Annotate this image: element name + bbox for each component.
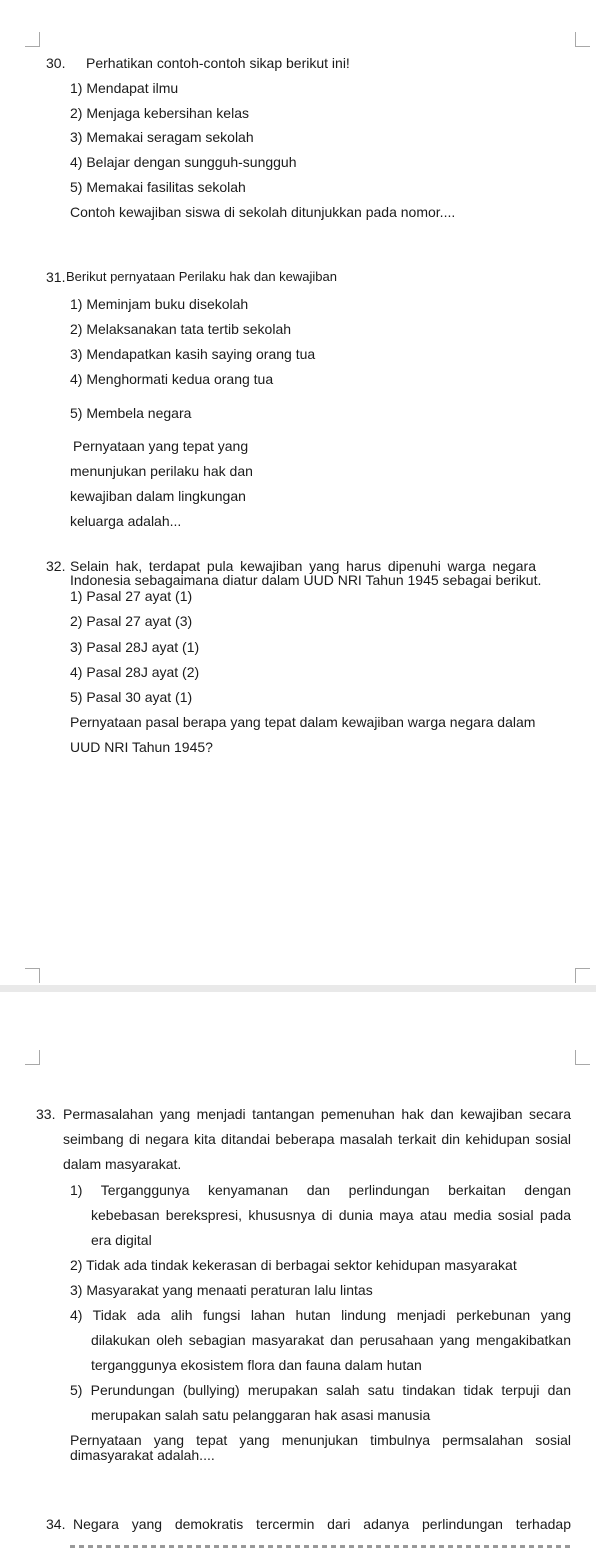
question-32-option-2: 2) Pasal 27 ayat (3)	[70, 613, 193, 629]
question-33-option-1-line-3: era digital	[91, 1232, 152, 1248]
question-32-prompt-line-2: UUD NRI Tahun 1945?	[70, 739, 213, 755]
question-32-option-3: 3) Pasal 28J ayat (1)	[70, 639, 200, 655]
question-32-option-4: 4) Pasal 28J ayat (2)	[70, 664, 200, 680]
question-34-cut-off-line	[70, 1545, 570, 1548]
crop-mark-top-right	[575, 32, 590, 47]
question-30-option-3: 3) Memakai seragam sekolah	[70, 129, 254, 145]
question-33-prompt-line-1: Pernyataan yang tepat yang menunjukan timbulnya permsalahan sosial	[70, 1432, 571, 1448]
crop-mark-top-right	[575, 1050, 590, 1065]
question-32-number: 32.	[46, 558, 66, 574]
question-31-option-4: 4) Menghormati kedua orang tua	[70, 371, 274, 387]
question-33-prompt-line-2: dimasyarakat adalah....	[70, 1447, 215, 1463]
question-33-stem-line-1: Permasalahan yang menjadi tantangan pemenuhan hak dan kewajiban secara	[63, 1106, 571, 1122]
question-32-stem-line-2: Indonesia sebagaimana diatur dalam UUD NRI Tahun 1945 sebagai berikut.	[70, 572, 542, 588]
question-30-option-4: 4) Belajar dengan sungguh-sungguh	[70, 154, 297, 170]
question-30-prompt: Contoh kewajiban siswa di sekolah ditunjukkan pada nomor....	[70, 204, 456, 220]
question-30-option-5: 5) Memakai fasilitas sekolah	[70, 179, 246, 195]
crop-mark-top-left	[25, 1050, 40, 1065]
question-34-stem-line-1: Negara yang demokratis tercermin dari adanya perlindungan terhadap	[73, 1516, 571, 1532]
question-33-option-4-line-2: dilakukan oleh sebagian masyarakat dan perusahaan yang mengakibatkan	[91, 1332, 571, 1348]
question-31-option-2: 2) Melaksanakan tata tertib sekolah	[70, 321, 292, 337]
question-33-stem-line-2: seimbang di negara kita ditandai beberapa masalah terkait din kehidupan sosial	[63, 1131, 571, 1147]
question-32-option-1: 1) Pasal 27 ayat (1)	[70, 588, 193, 604]
question-32-option-5: 5) Pasal 30 ayat (1)	[70, 689, 193, 705]
question-31-number: 31.	[46, 269, 66, 285]
question-33-stem-line-3: dalam masyarakat.	[63, 1156, 182, 1172]
question-30-number: 30.	[46, 55, 66, 71]
question-33-option-5-line-2: merupakan salah satu pelanggaran hak asasi manusia	[91, 1407, 431, 1423]
question-31-option-5: 5) Membela negara	[70, 405, 192, 421]
question-33-option-3: 3) Masyarakat yang menaati peraturan lalu lintas	[70, 1282, 373, 1298]
question-31-prompt-line-2: menunjukan perilaku hak dan	[70, 463, 253, 479]
question-33-option-5-line-1: 5) Perundungan (bullying) merupakan salah satu tindakan tidak terpuji dan	[70, 1382, 571, 1398]
question-30-option-2: 2) Menjaga kebersihan kelas	[70, 105, 249, 121]
question-30-stem: Perhatikan contoh-contoh sikap berikut ini!	[86, 55, 350, 71]
question-31-prompt-line-3: kewajiban dalam lingkungan	[70, 488, 246, 504]
page-separator	[0, 985, 596, 992]
question-32-stem-line-1: Selain hak, terdapat pula kewajiban yang harus dipenuhi warga negara	[70, 558, 536, 574]
question-34-number: 34.	[46, 1516, 66, 1532]
document-page-2	[0, 992, 596, 1556]
crop-mark-top-left	[25, 32, 40, 47]
question-33-option-1-line-1: 1) Terganggunya kenyamanan dan perlindungan berkaitan dengan	[70, 1182, 571, 1198]
question-33-option-1-line-2: kebebasan berekspresi, khususnya di dunia maya atau media sosial pada	[91, 1207, 571, 1223]
question-32-prompt-line-1: Pernyataan pasal berapa yang tepat dalam kewajiban warga negara dalam	[70, 714, 536, 730]
question-31-prompt-line-4: keluarga adalah...	[70, 513, 182, 529]
question-31-stem: Berikut pernyataan Perilaku hak dan kewajiban	[66, 269, 338, 284]
question-33-option-4-line-1: 4) Tidak ada alih fungsi lahan hutan lindung menjadi perkebunan yang	[70, 1307, 571, 1323]
question-31-option-3: 3) Mendapatkan kasih saying orang tua	[70, 346, 316, 362]
question-33-option-2: 2) Tidak ada tindak kekerasan di berbagai sektor kehidupan masyarakat	[70, 1257, 517, 1273]
question-33-number: 33.	[36, 1106, 56, 1122]
question-33-option-4-line-3: terganggunya ekosistem flora dan fauna dalam hutan	[91, 1357, 422, 1373]
crop-mark-bottom-left	[25, 968, 40, 983]
question-31-option-1: 1) Meminjam buku disekolah	[70, 296, 249, 312]
crop-mark-bottom-right	[575, 968, 590, 983]
question-30-option-1: 1) Mendapat ilmu	[70, 80, 179, 96]
question-31-prompt-line-1: Pernyataan yang tepat yang	[73, 438, 249, 454]
